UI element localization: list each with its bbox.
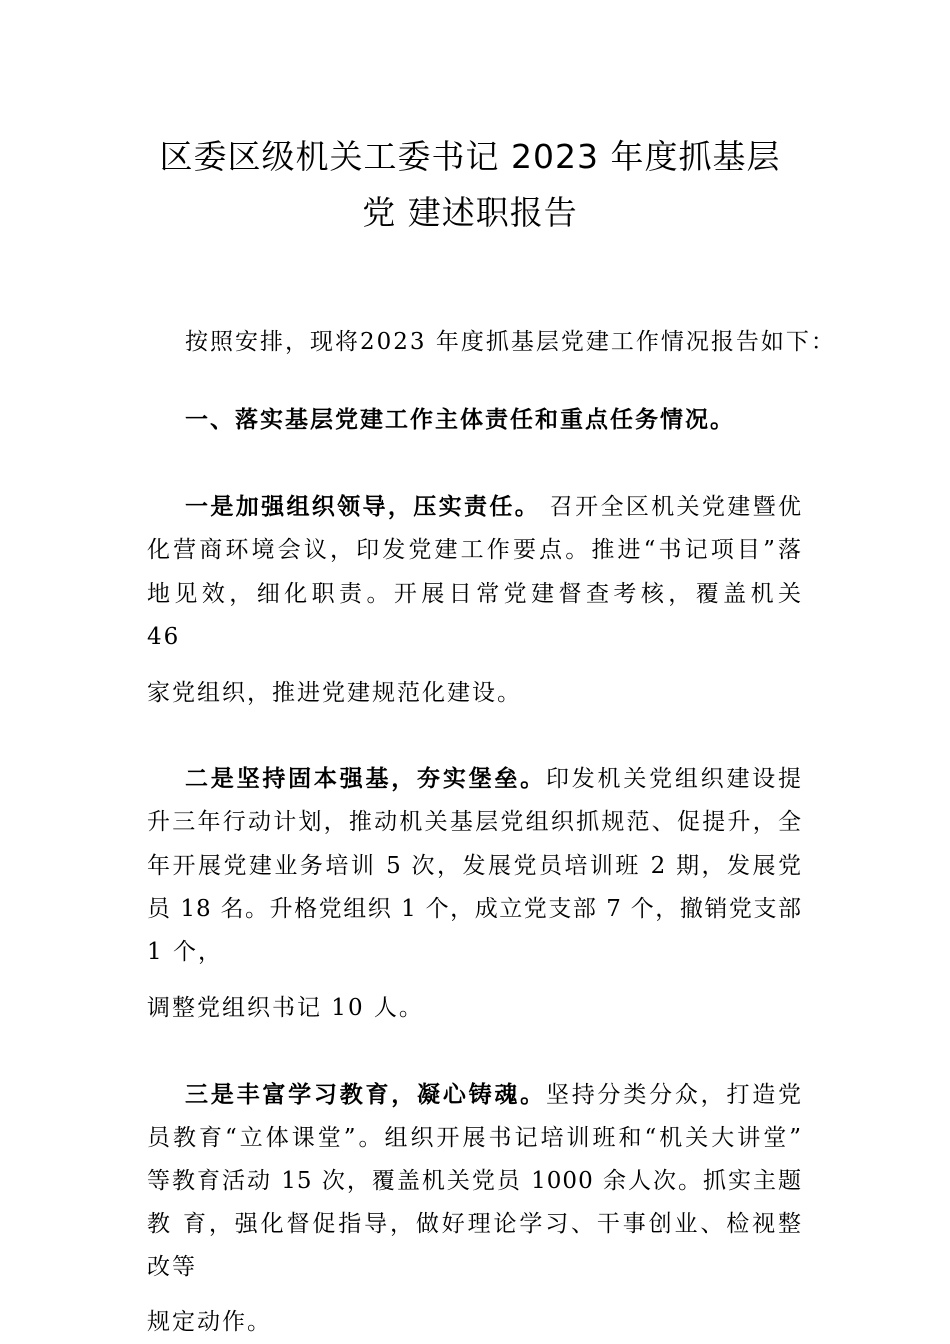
para-3-line-1: [185, 1080, 802, 1110]
para-3-line-1-text: 坚持分类分众，打造党: [545, 1082, 803, 1108]
para-3-lead: 三是丰富学习教育，凝心铸魂。: [185, 1081, 546, 1108]
para-1-line-4: 46: [147, 624, 181, 650]
para-3-line-6: 规定动作。: [147, 1309, 272, 1335]
para-3-line-3: 等教育活动 15 次，覆盖机关党员 1000 余人次。抓实主题: [147, 1168, 802, 1194]
para-1-line-5: 家党组织，推进党建规范化建设。: [147, 680, 522, 706]
document-title-line-1: 区委区级机关工委书记 2023 年度抓基层: [159, 137, 781, 176]
intro-paragraph: 按照安排，现将2023 年度抓基层党建工作情况报告如下：: [185, 329, 836, 355]
para-1-line-1-text: 召开全区机关党建暨优: [540, 494, 803, 520]
para-2-line-2: 升三年行动计划，推动机关基层党组织抓规范、促提升，全: [147, 809, 802, 835]
para-2-line-1: [185, 764, 802, 794]
para-2-line-1-text: 印发机关党组织建设提: [545, 766, 803, 792]
document-title-line-2: 党 建述职报告: [362, 193, 578, 232]
para-3-line-2: 员教育“立体课堂”。组织开展书记培训班和“机关大讲堂”: [147, 1125, 802, 1151]
para-1-line-2: 化营商环境会议，印发党建工作要点。推进“书记项目”落: [147, 537, 802, 563]
para-2-line-4: 员 18 名。升格党组织 1 个，成立党支部 7 个，撤销党支部: [147, 896, 802, 922]
para-1-line-1: [185, 492, 802, 522]
para-2-lead: 二是坚持固本强基，夯实堡垒。: [185, 765, 546, 792]
para-1-lead: 一是加强组织领导，压实责任。: [185, 493, 541, 520]
para-2-line-6: 调整党组织书记 10 人。: [147, 995, 424, 1021]
para-2-line-3: 年开展党建业务培训 5 次，发展党员培训班 2 期，发展党: [147, 853, 802, 879]
para-2-line-5: 1 个，: [147, 939, 223, 965]
para-3-line-5: 改等: [147, 1254, 197, 1280]
para-1-line-3: 地见效，细化职责。开展日常党建督查考核，覆盖机关: [147, 581, 802, 607]
para-3-line-4: 教 育，强化督促指导，做好理论学习、干事创业、检视整: [147, 1211, 802, 1237]
section-1-heading: 一、落实基层党建工作主体责任和重点任务情况。: [185, 406, 735, 433]
